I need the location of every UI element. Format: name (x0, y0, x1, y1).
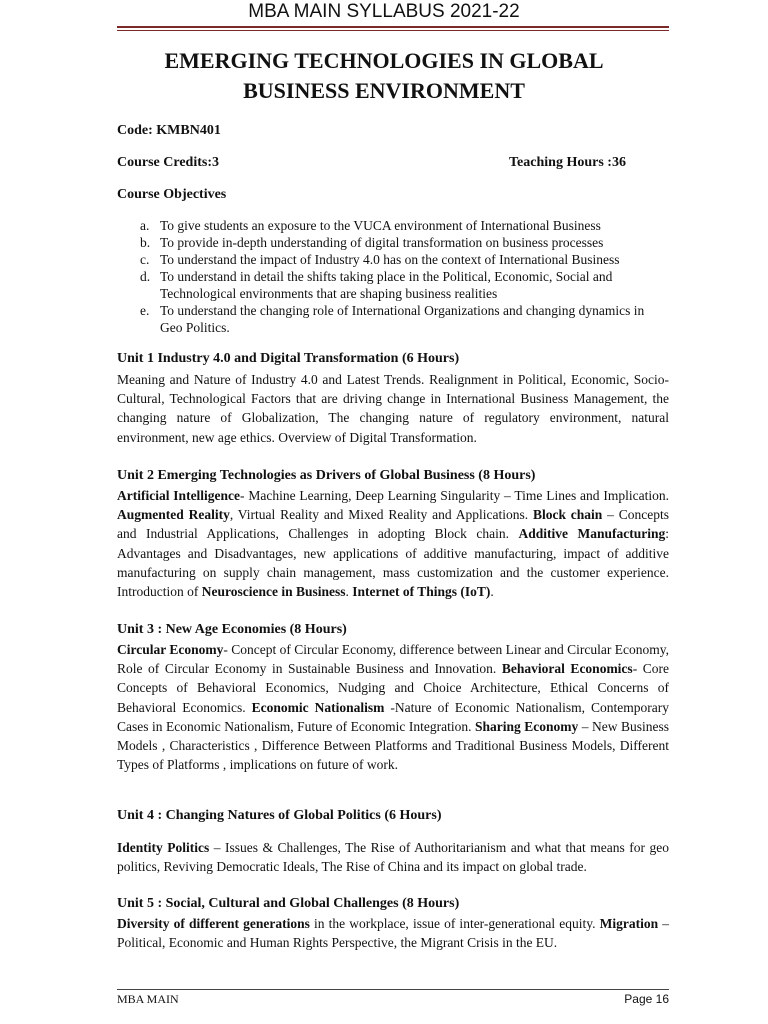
objective-text: To provide in-depth understanding of digital transformation on business processes (160, 235, 604, 250)
term: Migration (599, 916, 659, 931)
objective-marker: c. (140, 252, 150, 267)
running-header: MBA MAIN SYLLABUS 2021-22 (248, 1, 520, 22)
objective-text: To understand the changing role of International Organizations and changing dynamics in Geo Politics. (160, 303, 645, 335)
text-run: -Nature of Economic Nationalism, Contemporary Cases in Economic Nationalism, Future of Economic Integration. (117, 699, 669, 734)
course-title (0, 46, 768, 106)
text-run: . (490, 584, 494, 600)
objective-text: To understand in detail the shifts taking place in the Political, Economic, Social and Technological environments that are shaping business realities (160, 269, 613, 301)
text-run: - Concept of Circular Economy, difference between Linear and Circular Economy, Role of Circular Economy in Sustainable Business and Innovation. (117, 642, 670, 677)
unit1-heading: Unit 1 Industry 4.0 and Digital Transformation (6 Hours) (117, 351, 460, 366)
term: Diversity of different generations (117, 916, 310, 931)
footer-rule (117, 989, 669, 990)
unit3-body (117, 640, 669, 774)
unit4-body (117, 838, 669, 876)
page-number: Page 16 (624, 992, 669, 1006)
text-run: . (345, 584, 353, 600)
unit3-heading: Unit 3 : New Age Economies (8 Hours) (117, 622, 347, 637)
unit1-body: Meaning and Nature of Industry 4.0 and Latest Trends. Realignment in Political, Economic, Socio-Cultural, Technological Factors that are driving change in International Business Management, the changing nature of Globalization, The changing nature of regulatory environment, natural environment, new age ethics. Overview of Digital Transformation. (117, 372, 669, 445)
course-title-line2: BUSINESS ENVIRONMENT (243, 78, 525, 103)
text-run: – Concepts and Industrial Applications, Challenges in adopting Block chain. (117, 507, 669, 542)
term: Circular Economy (117, 642, 224, 657)
objective-marker: d. (140, 269, 151, 284)
objective-marker: b. (140, 235, 151, 250)
objective-text: To understand the impact of Industry 4.0 has on the context of International Business (160, 252, 620, 267)
objective-marker: e. (140, 303, 150, 318)
footer-left: MBA MAIN (117, 992, 179, 1006)
text-run: – New Business Models , Characteristics , Difference Between Platforms and Traditional Business Models, Different Types of Platforms , implications on future of work. (117, 718, 669, 773)
text-run: : Advantages and Disadvantages, new applications of additive manufacturing, impact of additive manufacturing on supply chain management, mass customization and the customer experience. Introduction of (117, 526, 669, 600)
text-run: - Machine Learning, Deep Learning Singularity – Time Lines and Implication. (240, 488, 669, 503)
term: Artificial Intelligence (117, 488, 241, 503)
text-run: – Issues & Challenges, The Rise of Authoritarianism and what that means for geo politics, Reviving Democratic Ideals, The Rise of China and its impact on global trade. (117, 840, 669, 875)
term: Augmented Reality (117, 507, 230, 523)
objectives-heading: Course Objectives (117, 187, 227, 202)
unit2-body (117, 486, 669, 601)
course-title-line1: EMERGING TECHNOLOGIES IN GLOBAL (164, 48, 604, 73)
unit5-heading: Unit 5 : Social, Cultural and Global Challenges (8 Hours) (117, 896, 460, 911)
header-rule (117, 26, 669, 28)
term: Additive Manufacturing (518, 526, 666, 542)
teaching-hours: Teaching Hours :36 (509, 155, 626, 170)
text-run: - Core Concepts of Behavioral Economics, Nudging and Choice Architecture, Ethical Concerns of Behavioral Economics. (117, 661, 669, 715)
objective-marker: a. (140, 218, 150, 233)
term: Identity Politics (117, 840, 210, 855)
course-code: Code: KMBN401 (117, 123, 221, 138)
text-run: in the workplace, issue of inter-generational equity. (309, 916, 600, 931)
course-credits: Course Credits:3 (117, 155, 220, 170)
unit2-heading: Unit 2 Emerging Technologies as Drivers of Global Business (8 Hours) (117, 468, 536, 483)
term: Sharing Economy (474, 718, 579, 734)
term: Behavioral Economics (501, 661, 633, 677)
unit4-heading: Unit 4 : Changing Natures of Global Politics (6 Hours) (117, 808, 442, 823)
text-run: , Virtual Reality and Mixed Reality and Applications. (229, 507, 533, 523)
term: Block chain (532, 507, 603, 523)
header-rule-thin (117, 30, 669, 31)
text-run: – Political, Economic and Human Rights Perspective, the Migrant Crisis in the EU. (117, 916, 670, 951)
term: Economic Nationalism (251, 699, 385, 715)
term: Neuroscience in Business (201, 584, 346, 600)
term: Internet of Things (IoT) (352, 584, 491, 600)
unit5-body (117, 914, 669, 952)
objective-text: To give students an exposure to the VUCA environment of International Business (160, 218, 601, 233)
